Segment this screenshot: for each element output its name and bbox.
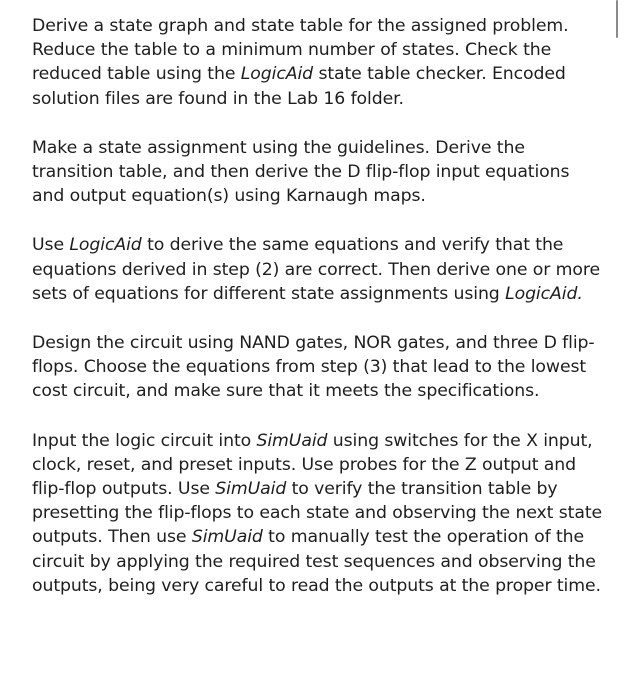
italic-app-name: LogicAid xyxy=(69,235,142,256)
text-segment: state table checker. Encoded solution files are found in the Lab 16 folder. xyxy=(32,64,566,109)
text-segment: to derive the same equations and verify that the equations derived in step (2) are correct. Then derive one or more sets of equations for different state assignments using xyxy=(32,235,601,304)
paragraph-input-simuaid xyxy=(32,429,604,598)
italic-app-name: SimUaid xyxy=(215,479,287,500)
italic-app-name: SimUaid xyxy=(191,527,263,548)
italic-app-name: SimUaid xyxy=(256,430,328,451)
scrollbar-thumb[interactable] xyxy=(616,0,618,38)
text-segment: Make a state assignment using the guidelines. Derive the transition table, and then derive the D flip-flop input equations and output equation(s) using Karnaugh maps. xyxy=(32,137,570,207)
text-segment: using switches for the X input, clock, reset, and preset inputs. Use probes for the Z output and flip-flop outputs. Use xyxy=(32,430,593,500)
text-segment: Use xyxy=(32,235,70,256)
paragraph-design-circuit xyxy=(32,331,604,404)
text-segment: to manually test the operation of the circuit by applying the required test sequences and observing the outputs, being very careful to read the outputs at the proper time. xyxy=(32,527,601,596)
text-segment: Input the logic circuit into xyxy=(32,430,257,451)
text-segment: Derive a state graph and state table for the assigned problem. Reduce the table to a minimum number of states. Check the reduced table using the xyxy=(32,16,569,85)
italic-app-name: LogicAid. xyxy=(505,283,583,304)
text-segment: to verify the transition table by presetting the flip-flops to each state and observing the next state outputs. Then use xyxy=(32,479,603,548)
paragraph-use-logicaid xyxy=(32,233,604,306)
lab-instructions-document xyxy=(32,14,604,598)
italic-app-name: LogicAid xyxy=(240,64,314,85)
text-segment: Design the circuit using NAND gates, NOR gates, and three D flip-flops. Choose the equations from step (3) that lead to the lowest cost circuit, and make sure that it meets the specifications. xyxy=(32,333,595,402)
paragraph-derive-state-graph xyxy=(32,14,604,111)
paragraph-state-assignment xyxy=(32,136,604,209)
